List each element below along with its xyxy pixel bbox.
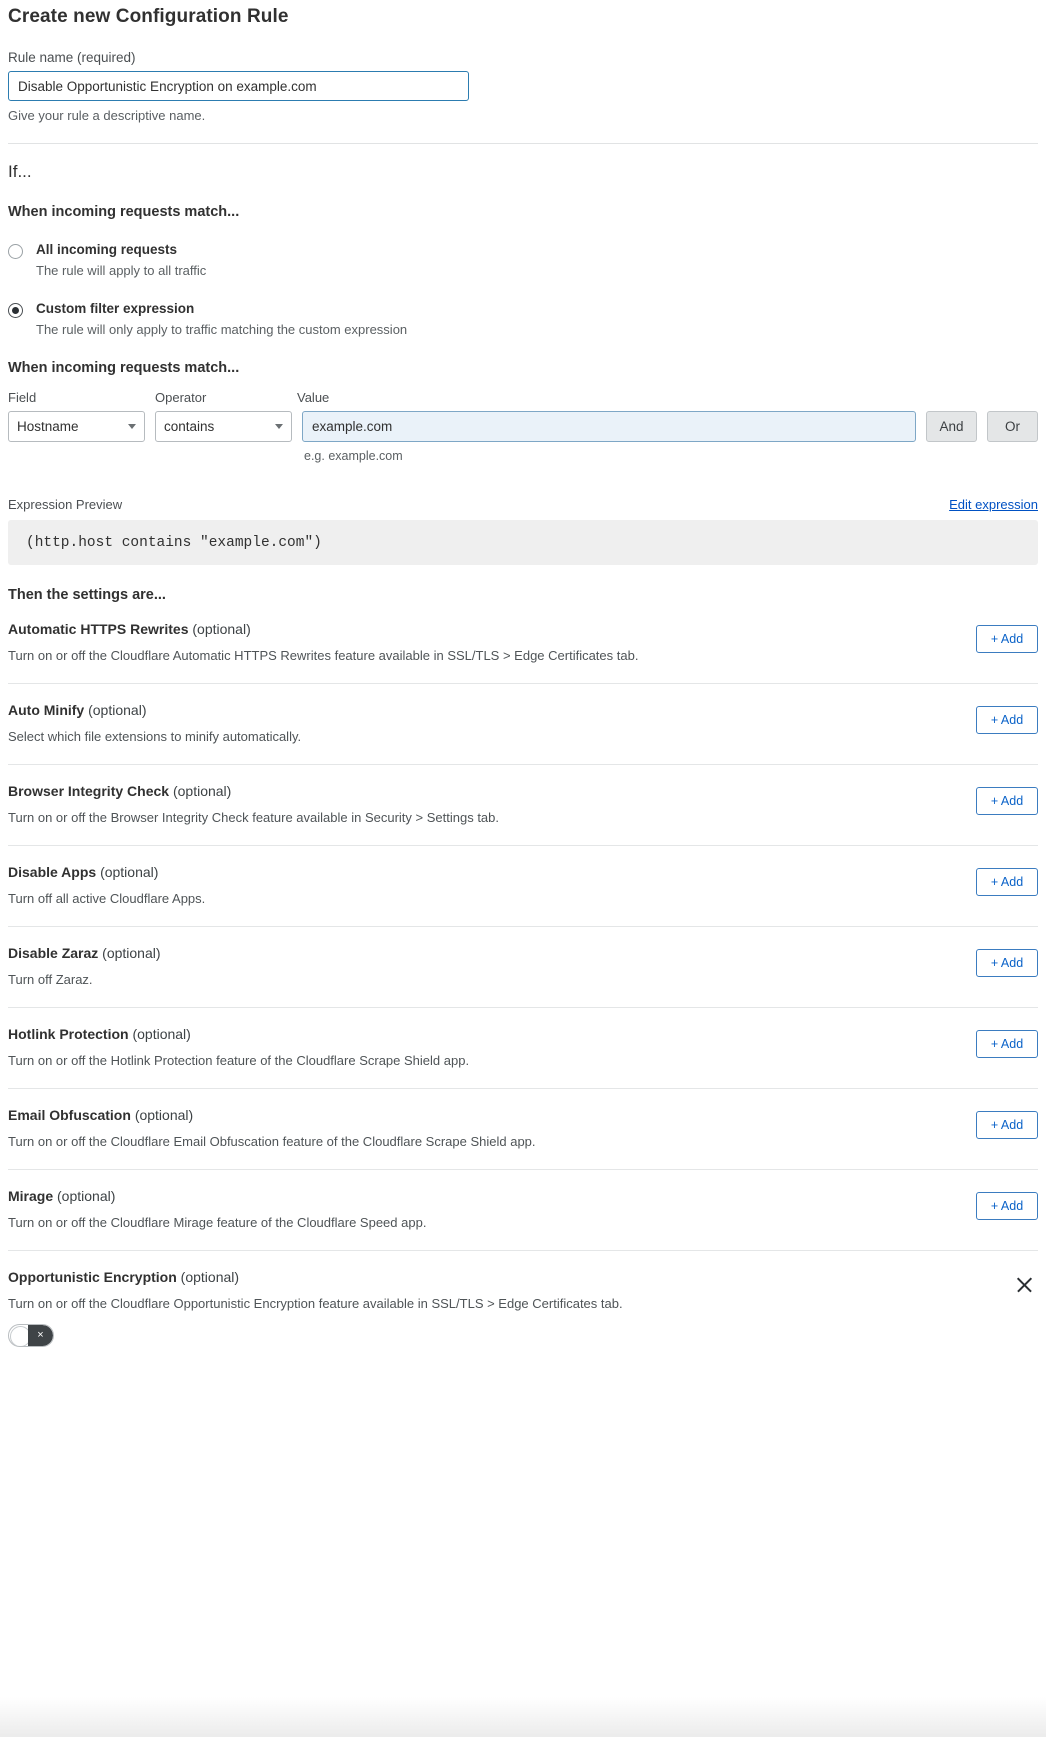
setting-description: Turn on or off the Browser Integrity Check feature available in Security > Settings tab. [8,810,500,825]
rule-name-group [8,50,1038,123]
or-button[interactable]: Or [987,411,1038,442]
add-setting-button[interactable]: + Add [976,706,1038,734]
radio-description: The rule will only apply to traffic matching the custom expression [36,322,408,337]
setting-title: Automatic HTTPS Rewrites [8,621,189,637]
setting-description: Turn on or off the Cloudflare Automatic HTTPS Rewrites feature available in SSL/TLS > Edge Certificates tab. [8,648,639,663]
value-label: Value [297,390,330,405]
setting-description: Select which file extensions to minify automatically. [8,729,302,744]
setting-optional-tag: (optional) [57,1188,116,1204]
field-select-wrap [8,411,145,442]
add-setting-button[interactable]: + Add [976,787,1038,815]
condition-buttons [926,411,1038,442]
expression-preview-box: (http.host contains "example.com") [8,520,1038,565]
setting-title: Disable Zaraz [8,945,99,961]
add-setting-button[interactable]: + Add [976,868,1038,896]
opportunistic-encryption-toggle[interactable] [8,1324,54,1347]
setting-optional-tag: (optional) [172,783,232,799]
setting-description: Turn on or off the Hotlink Protection feature of the Cloudflare Scrape Shield app. [8,1053,470,1068]
setting-optional-tag: (optional) [132,1026,191,1042]
value-column [302,411,916,463]
setting-row [8,846,1038,927]
setting-title: Mirage [8,1188,54,1204]
setting-row [8,603,1038,684]
setting-row [8,684,1038,765]
setting-optional-tag: (optional) [134,1107,194,1123]
rule-name-help: Give your rule a descriptive name. [8,108,206,123]
radio-icon[interactable] [8,244,23,259]
radio-label: Custom filter expression [36,301,195,316]
and-button[interactable]: And [926,411,977,442]
setting-description: Turn on or off the Cloudflare Opportunistic Encryption feature available in SSL/TLS > Edge Certificates tab. [8,1296,623,1311]
rule-name-input[interactable] [8,71,469,101]
operator-label: Operator [155,390,207,405]
bottom-fade-overlay [0,1697,1046,1737]
setting-description: Turn off all active Cloudflare Apps. [8,891,206,906]
expression-preview-label: Expression Preview [8,497,123,512]
setting-row [8,1089,1038,1170]
setting-optional-tag: (optional) [180,1269,240,1285]
setting-description: Turn off Zaraz. [8,972,93,987]
operator-select[interactable] [155,411,292,442]
setting-title: Email Obfuscation [8,1107,131,1123]
divider-top [8,143,1038,144]
setting-row [8,927,1038,1008]
setting-description: Turn on or off the Cloudflare Email Obfuscation feature of the Cloudflare Scrape Shield app. [8,1134,536,1149]
add-setting-button[interactable]: + Add [976,949,1038,977]
expression-builder [8,390,1038,463]
if-heading: If... [8,162,32,181]
setting-optional-tag: (optional) [100,864,159,880]
setting-row-opportunistic-encryption [8,1251,1038,1371]
setting-row [8,765,1038,846]
match-subheading: When incoming requests match... [8,204,240,220]
radio-icon-selected[interactable] [8,303,23,318]
setting-description: Turn on or off the Cloudflare Mirage feature of the Cloudflare Speed app. [8,1215,427,1230]
operator-select-wrap [155,411,292,442]
setting-title: Disable Apps [8,864,97,880]
value-hint: e.g. example.com [304,449,403,463]
remove-setting-close-icon[interactable] [1012,1272,1038,1298]
then-heading: Then the settings are... [8,587,166,603]
setting-row [8,1008,1038,1089]
add-setting-button[interactable]: + Add [976,1192,1038,1220]
radio-label: All incoming requests [36,242,178,257]
builder-subheading: When incoming requests match... [8,360,240,376]
toggle-off-icon: × [28,1325,53,1346]
toggle-row [8,1312,992,1352]
add-setting-button[interactable]: + Add [976,1030,1038,1058]
setting-title: Auto Minify [8,702,85,718]
radio-description: The rule will apply to all traffic [36,263,207,278]
field-label: Field [8,390,37,405]
setting-title: Browser Integrity Check [8,783,170,799]
setting-title: Hotlink Protection [8,1026,129,1042]
page-title: Create new Configuration Rule [8,6,289,27]
setting-title: Opportunistic Encryption [8,1269,177,1285]
setting-optional-tag: (optional) [88,702,147,718]
radio-option-all-incoming-requests[interactable] [8,242,1038,279]
setting-optional-tag: (optional) [102,945,161,961]
expression-preview-header [8,497,1038,512]
field-select[interactable] [8,411,145,442]
setting-optional-tag: (optional) [192,621,251,637]
edit-expression-link[interactable]: Edit expression [949,497,1038,512]
add-setting-button[interactable]: + Add [976,625,1038,653]
rule-name-label: Rule name (required) [8,50,136,65]
radio-option-custom-filter-expression[interactable] [8,301,1038,338]
add-setting-button[interactable]: + Add [976,1111,1038,1139]
setting-row [8,1170,1038,1251]
value-input[interactable] [302,411,916,442]
